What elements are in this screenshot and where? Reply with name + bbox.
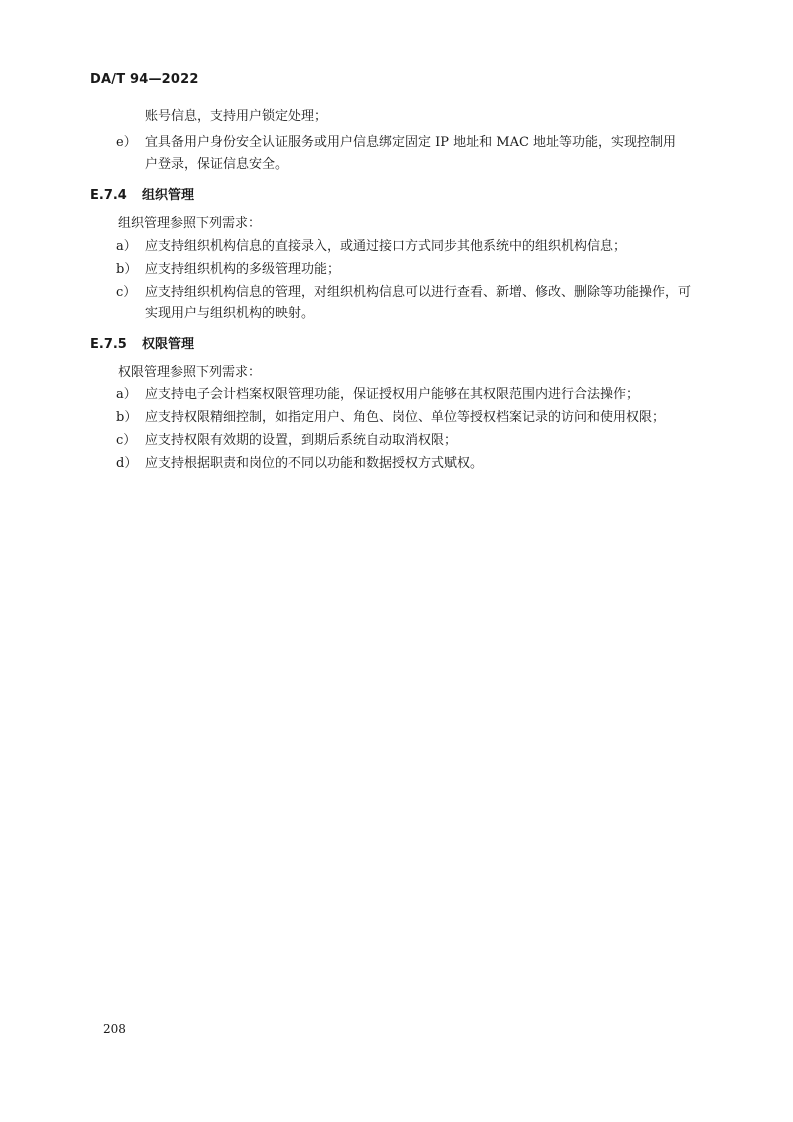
list-marker: c） xyxy=(116,285,137,300)
list-marker: c） xyxy=(116,433,137,448)
section-intro: 权限管理参照下列需求： xyxy=(118,365,262,380)
section-intro: 组织管理参照下列需求： xyxy=(118,216,262,231)
list-item-text: 应支持组织机构信息的直接录入，或通过接口方式同步其他系统中的组织机构信息； xyxy=(145,239,627,254)
list-item-e-continuation: 户登录，保证信息安全。 xyxy=(145,157,289,172)
list-marker: b） xyxy=(116,410,138,425)
list-item-text: 应支持权限有效期的设置，到期后系统自动取消权限； xyxy=(145,433,458,448)
list-marker: e） xyxy=(116,135,137,150)
list-item-text: 应支持权限精细控制，如指定用户、角色、岗位、单位等授权档案记录的访问和使用权限； xyxy=(145,410,666,425)
list-item-text: 应支持组织机构信息的管理，对组织机构信息可以进行查看、新增、修改、删除等功能操作，可 xyxy=(145,285,692,300)
list-marker: d） xyxy=(116,456,138,471)
list-marker: a） xyxy=(116,239,137,254)
page-number: 208 xyxy=(103,1022,126,1036)
list-marker: b） xyxy=(116,262,138,277)
list-item-text: 应支持根据职责和岗位的不同以功能和数据授权方式赋权。 xyxy=(145,456,484,471)
list-item-continuation: 实现用户与组织机构的映射。 xyxy=(145,306,315,321)
list-item-text: 应支持组织机构的多级管理功能； xyxy=(145,262,341,277)
list-item-text: 应支持电子会计档案权限管理功能，保证授权用户能够在其权限范围内进行合法操作； xyxy=(145,387,640,402)
list-item-text: 宜具备用户身份安全认证服务或用户信息绑定固定 IP 地址和 MAC 地址等功能，实现控制用 xyxy=(145,135,677,150)
prev-item-continuation: 账号信息，支持用户锁定处理； xyxy=(145,109,328,124)
section-number: E.7.4 xyxy=(90,188,127,203)
section-title: 权限管理 xyxy=(142,337,195,352)
section-title: 组织管理 xyxy=(142,188,195,203)
list-marker: a） xyxy=(116,387,137,402)
document-id-header: DA/T 94—2022 xyxy=(90,72,199,87)
section-number: E.7.5 xyxy=(90,337,127,352)
